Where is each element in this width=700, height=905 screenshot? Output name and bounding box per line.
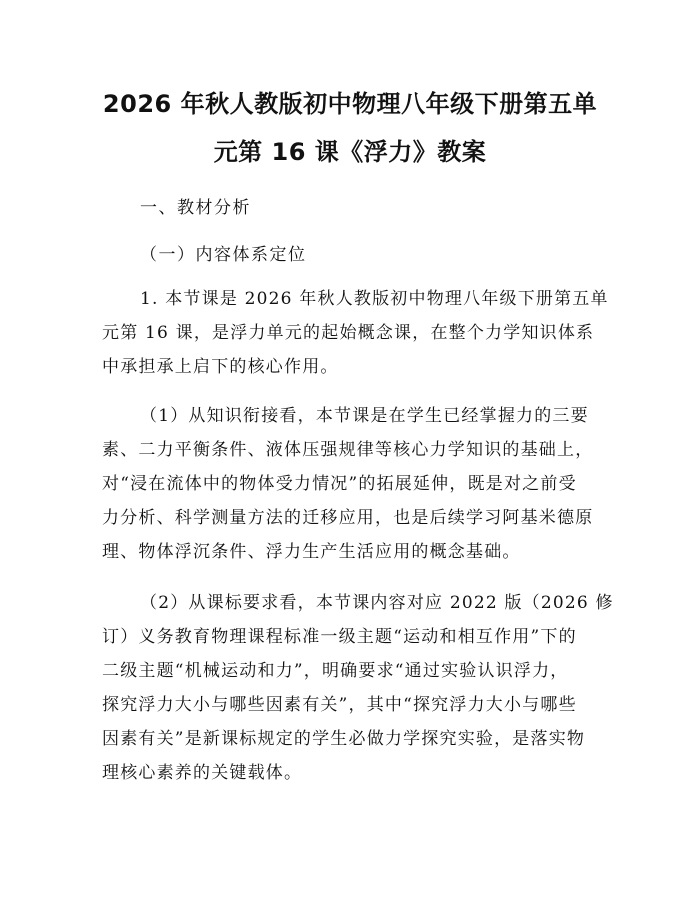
subsection-heading: （一）内容体系定位 [140,245,307,265]
paragraph-3-line-6: 理核心素养的关键载体。 [102,763,303,783]
paragraph-3-line-3: 二级主题“机械运动和力”，明确要求“通过实验认识浮力， [102,661,569,681]
paragraph-3-line-1: （2）从课标要求看，本节课内容对应 2022 版（2026 修 [140,593,614,613]
paragraph-1-line-2: 元第 16 课，是浮力单元的起始概念课，在整个力学知识体系 [102,323,595,343]
paragraph-1-line-3: 中承担承上启下的核心作用。 [102,357,339,377]
paragraph-2-line-5: 理、物体浮沉条件、浮力生产生活应用的概念基础。 [102,542,521,562]
paragraph-2-line-3: 对“浸在流体中的物体受力情况”的拓展延伸，既是对之前受 [102,474,577,494]
paragraph-3-line-4: 探究浮力大小与哪些因素有关”，其中“探究浮力大小与哪些 [102,695,577,715]
document-title-line-1: 2026 年秋人教版初中物理八年级下册第五单 [102,90,598,118]
paragraph-2-line-4: 力分析、科学测量方法的迁移应用，也是后续学习阿基米德原 [102,508,594,528]
paragraph-2-line-2: 素、二力平衡条件、液体压强规律等核心力学知识的基础上， [102,440,594,460]
document-title-line-2: 元第 16 课《浮力》教案 [213,138,487,166]
section-heading: 一、教材分析 [140,198,251,218]
paragraph-1-line-1: 1. 本节课是 2026 年秋人教版初中物理八年级下册第五单 [140,289,609,309]
paragraph-3-line-5: 因素有关”是新课标规定的学生必做力学探究实验，是落实物 [102,729,586,749]
paragraph-2-line-1: （1）从知识衔接看，本节课是在学生已经掌握力的三要 [140,406,589,426]
paragraph-3-line-2: 订）义务教育物理课程标准一级主题“运动和相互作用”下的 [102,627,577,647]
